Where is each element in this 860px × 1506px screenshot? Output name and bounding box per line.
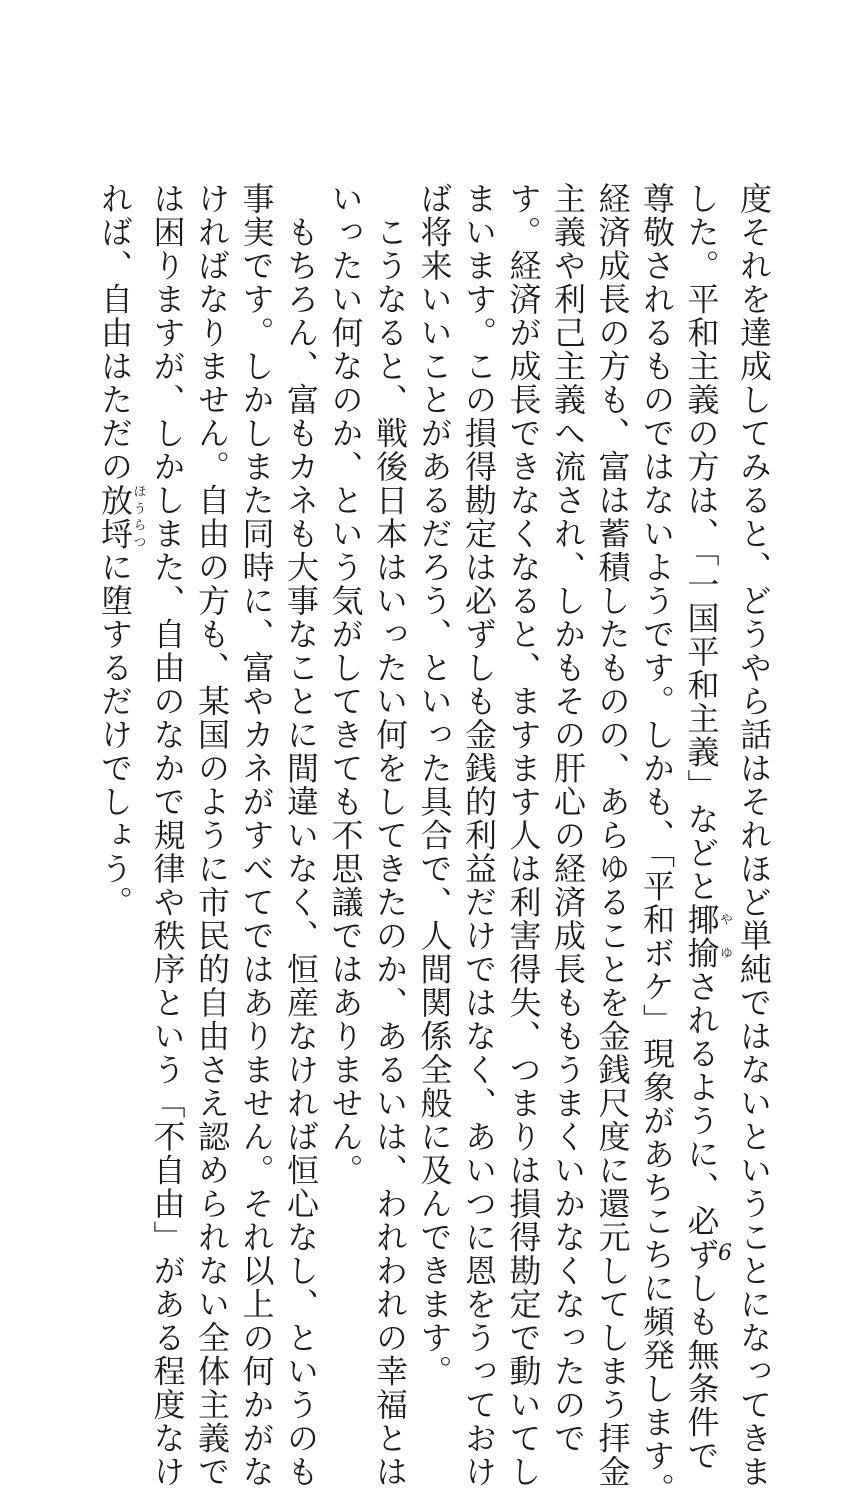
ruby-annotation: 放埒ほうらつ <box>96 483 146 551</box>
text-line-14: は困りますが、しかしまた、自由のなかで規律や秩序という「不自由」がある程度なけ <box>148 182 187 1489</box>
text-line-10: いったい何なのか、という気がしてきても不思議ではありません。 <box>326 182 365 1187</box>
text-line-9: こうなると、戦後日本はいったい何をしてきたのか、あるいは、われわれの幸福とは <box>371 182 409 1489</box>
text-line-1: 度それを達成してみると、どうやら話はそれほど単純ではないということになってきま <box>735 182 773 1489</box>
vertical-text-body <box>66 182 776 1506</box>
text-line-5: 主義や利己主義へ流され、しかもその肝心の経済成長ももうまくいかなくなったので <box>549 182 587 1455</box>
page-number: 6 <box>718 1241 732 1266</box>
text-line-12: 事実です。しかしまた同時に、富やカネがすべてではありません。それ以上の何かがな <box>237 182 276 1489</box>
text-line-8: ば将来いいことがあるだろう、といった具合で、人間関係全般に及んできます。 <box>415 182 454 1388</box>
text-line-15: れば、自由はただの放埒ほうらつに堕するだけでしょう。 <box>96 182 146 919</box>
text-line-11: もちろん、富もカネも大事なことに間違いなく、恒産なければ恒心なし、というのも <box>282 182 320 1489</box>
text-line-7: まいます。この損得勘定は必ずしも金銭的利益だけではなく、あいつに恩をうっておけ <box>460 182 498 1489</box>
text-line-13: ければなりません。自由の方も、某国のように市民的自由さえ認められない全体主義で <box>193 182 231 1489</box>
text-line-6: す。経済が成長できなくなると、ますます人は利害得失、つまりは損得勘定で動いてし <box>504 182 543 1489</box>
ruby-annotation: 揶揄やゆ <box>682 903 732 970</box>
text-line-4: 経済成長の方も、富は蓄積したものの、あらゆることを金銭尺度に還元してしまう拝金 <box>593 182 632 1489</box>
text-line-2: した。平和主義の方は、「一国平和主義」などと揶揄やゆされるように、必ずしも無条件で <box>682 182 732 1473</box>
text-line-3: 尊敬されるものではないようです。しかも、「平和ボケ」現象があちこちに頻発します。 <box>638 182 676 1506</box>
